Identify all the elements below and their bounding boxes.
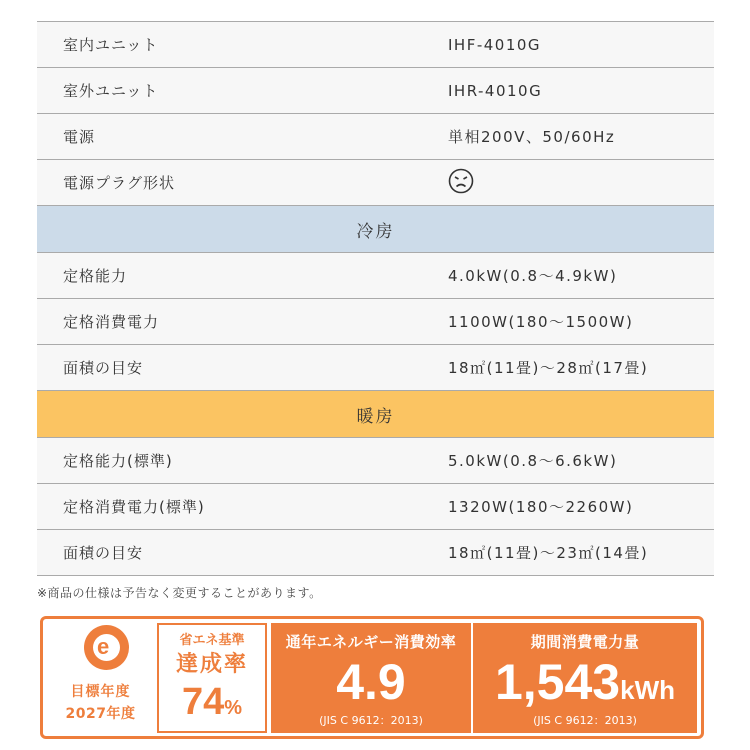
spec-value: 4.0kW(0.8〜4.9kW)	[448, 267, 618, 285]
spec-row	[37, 22, 714, 68]
spec-value: IHR-4010G	[448, 81, 543, 100]
spec-value: 1320W(180〜2260W)	[448, 498, 634, 516]
e-mark-letter: e	[97, 634, 110, 659]
spec-value: IHF-4010G	[448, 35, 542, 54]
efficiency-standard: (JIS C 9612：2013)	[319, 714, 423, 727]
plug-shape-icon	[448, 168, 474, 194]
efficiency-box	[271, 623, 471, 733]
spec-value: 単相200V、50/60Hz	[448, 128, 616, 146]
spec-row	[37, 438, 714, 484]
power-unit: kWh	[620, 675, 675, 705]
achievement-value-wrap	[159, 681, 265, 724]
cooling-header: 冷房	[37, 206, 714, 253]
spec-value: 18㎡(11畳)〜28㎡(17畳)	[448, 359, 649, 377]
spec-row-plug	[37, 160, 714, 206]
energy-saving-logo	[48, 623, 153, 733]
spec-row	[37, 114, 714, 160]
disclaimer-note: ※商品の仕様は予告なく変更することがあります。	[37, 586, 322, 600]
target-year-label: 目標年度	[70, 684, 131, 700]
spec-value: 5.0kW(0.8〜6.6kW)	[448, 452, 618, 470]
spec-label: 室内ユニット	[63, 36, 159, 54]
achievement-unit: %	[224, 697, 243, 719]
spec-table	[37, 21, 714, 576]
spec-label: 室外ユニット	[63, 82, 159, 100]
power-title: 期間消費電力量	[530, 633, 640, 651]
spec-label: 定格能力(標準)	[63, 452, 173, 470]
spec-label: 面積の目安	[63, 544, 144, 562]
spec-label: 電源プラグ形状	[63, 174, 176, 192]
power-value-wrap	[473, 655, 697, 717]
achievement-title: 達成率	[175, 652, 248, 677]
spec-label: 面積の目安	[63, 359, 144, 377]
power-value: 1,543	[494, 654, 621, 710]
spec-label: 定格消費電力(標準)	[63, 498, 205, 516]
achievement-value: 74	[181, 681, 225, 723]
efficiency-title: 通年エネルギー消費効率	[285, 633, 457, 651]
spec-row	[37, 253, 714, 299]
efficiency-value: 4.9	[336, 654, 406, 710]
e-mark-icon	[84, 625, 129, 670]
spec-row	[37, 530, 714, 576]
spec-label: 定格消費電力	[63, 313, 160, 331]
spec-row	[37, 68, 714, 114]
spec-label: 定格能力	[63, 267, 128, 285]
spec-row	[37, 299, 714, 345]
achievement-rate-box	[157, 623, 267, 733]
power-consumption-box	[473, 623, 697, 733]
achievement-label: 省エネ基準	[179, 633, 245, 648]
target-year-value: 2027年度	[65, 706, 136, 722]
spec-row	[37, 345, 714, 391]
spec-value: 18㎡(11畳)〜23㎡(14畳)	[448, 544, 649, 562]
heating-header: 暖房	[37, 391, 714, 438]
power-standard: (JIS C 9612：2013)	[533, 714, 637, 727]
spec-row	[37, 484, 714, 530]
plug-shape-value	[448, 168, 474, 198]
spec-value: 1100W(180〜1500W)	[448, 313, 634, 331]
spec-label: 電源	[63, 128, 96, 146]
